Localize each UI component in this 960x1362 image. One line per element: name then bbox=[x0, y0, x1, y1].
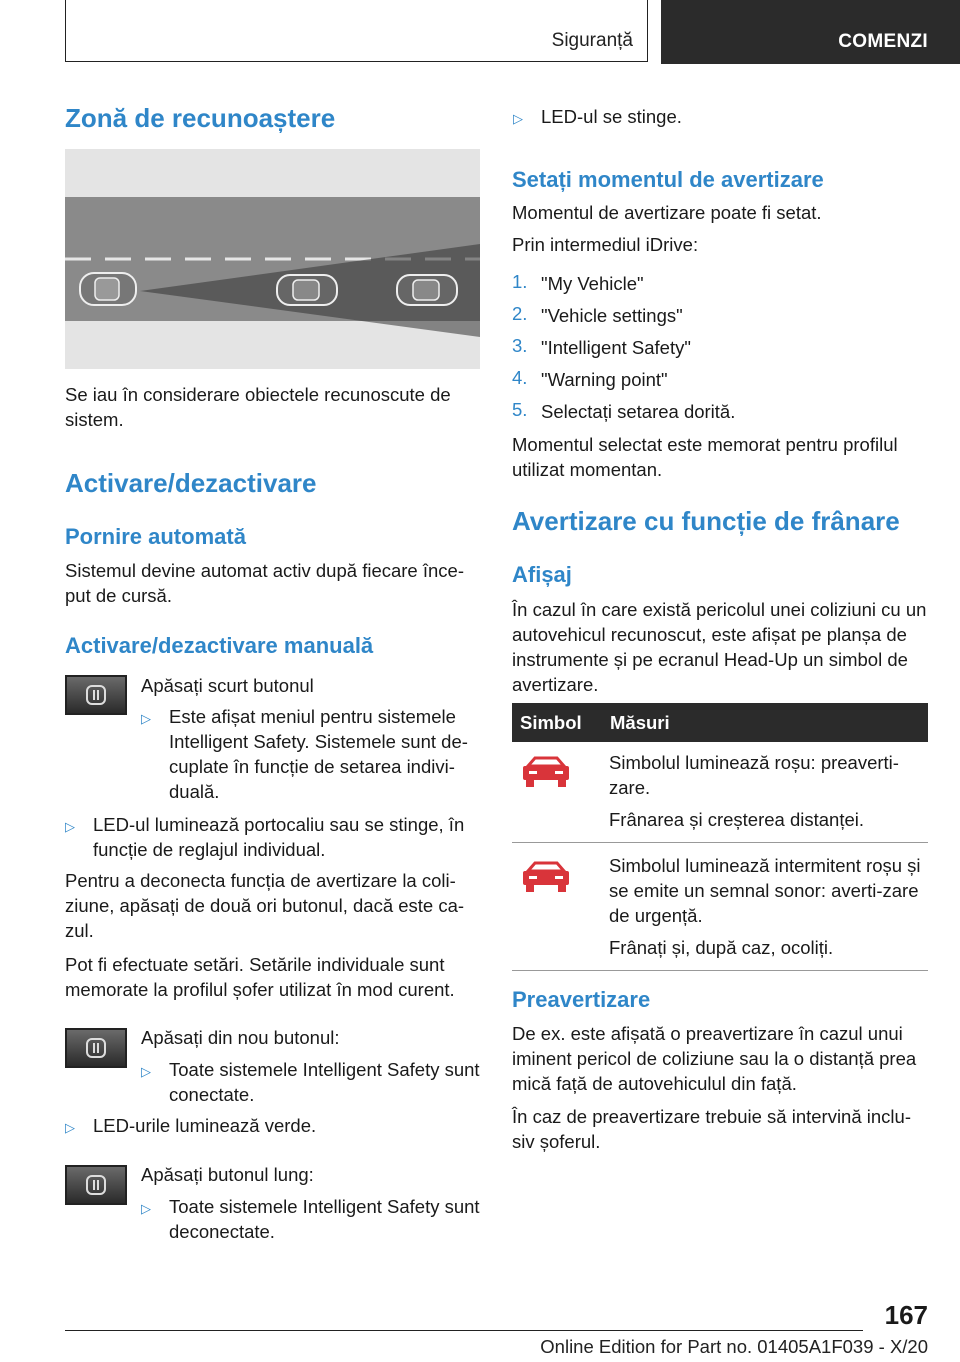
measure-action: Frânarea și creșterea distanței. bbox=[609, 809, 865, 830]
title-manual: Activare/dezactivare manuală bbox=[65, 633, 374, 658]
title-auto-start: Pornire automată bbox=[65, 524, 246, 549]
led-green-text: LED-urile luminează verde. bbox=[93, 1115, 317, 1136]
measure-line: Simbolul luminează roșu: preaverti-zare. bbox=[609, 752, 899, 798]
assist-button-icon bbox=[86, 1038, 106, 1058]
detected-car-icon bbox=[397, 275, 457, 305]
led-orange-text: LED-ul luminează portocaliu sau se stinge, în funcție de reglajul individual. bbox=[93, 814, 465, 860]
header-chapter-title: COMENZI bbox=[838, 31, 928, 52]
assist-button-image bbox=[65, 1028, 127, 1068]
figure-caption: Se iau în considerare obiectele recunoscute de sistem. bbox=[65, 384, 451, 430]
footer-edition: Online Edition for Part no. 01405A1F039 - X/20 bbox=[540, 1336, 928, 1357]
symbol-cell bbox=[512, 742, 609, 843]
col-symbol: Simbol bbox=[520, 711, 582, 733]
step-number: 2. bbox=[512, 303, 528, 324]
triangle-bullet-icon: ▷ bbox=[141, 1201, 151, 1216]
title-warning-time: Setați momentul de avertizare bbox=[512, 167, 824, 192]
triangle-bullet-icon: ▷ bbox=[141, 1064, 151, 1079]
menu-step: "Vehicle settings" bbox=[541, 305, 683, 326]
idrive-text: Prin intermediul iDrive: bbox=[512, 234, 699, 255]
title-activation: Activare/dezactivare bbox=[65, 468, 317, 498]
step3-result: Toate sistemele Intelligent Safety sunt deconectate. bbox=[169, 1196, 480, 1242]
display-text: În cazul în care există pericolul unei coliziuni cu un autovehicul recunoscut, este afișat pe planșa de instrumente și pe ecranul Head-Up un simbol de avertizare. bbox=[512, 599, 927, 695]
step2-result: Toate sistemele Intelligent Safety sunt conectate. bbox=[169, 1059, 480, 1105]
title-prewarning: Preavertizare bbox=[512, 987, 651, 1012]
triangle-bullet-icon: ▷ bbox=[513, 111, 523, 126]
header-section-box bbox=[65, 0, 648, 62]
step1-result: Este afișat meniul pentru sistemele Intelligent Safety. Sistemele sunt de-cuplate în funcție de setarea indivi-duală. bbox=[169, 706, 468, 802]
step3-text: Apăsați butonul lung: bbox=[141, 1164, 314, 1185]
red-car-warning-icon bbox=[520, 752, 572, 790]
header-chapter-box bbox=[661, 0, 960, 64]
saved-profile-text: Momentul selectat este memorat pentru profilul utilizat momentan. bbox=[512, 434, 898, 480]
prewarning-driver-text: În caz de preavertizare trebuie să intervină inclu-siv șoferul. bbox=[512, 1106, 911, 1152]
step2-text: Apăsați din nou butonul: bbox=[141, 1027, 340, 1048]
col-measures: Măsuri bbox=[610, 711, 670, 733]
title-detection-zone: Zonă de recunoaștere bbox=[65, 103, 336, 133]
disconnect-paragraph: Pentru a deconecta funcția de avertizare la coli-ziune, apăsați de două ori butonul, dacă este ca-zul. bbox=[65, 870, 465, 941]
assist-button-icon bbox=[86, 1175, 106, 1195]
prewarning-text: De ex. este afișată o preavertizare în cazul unui iminent pericol de coliziune sau la o distanță prea mică față de autovehiculul din față. bbox=[512, 1023, 917, 1094]
assist-button-image bbox=[65, 1165, 127, 1205]
page-number: 167 bbox=[884, 1300, 928, 1330]
menu-step: "Intelligent Safety" bbox=[541, 337, 691, 358]
step-number: 1. bbox=[512, 271, 528, 292]
step-number: 4. bbox=[512, 367, 528, 388]
header-section-title: Siguranță bbox=[551, 30, 633, 51]
symbol-cell bbox=[512, 843, 609, 971]
auto-start-text: Sistemul devine automat activ după fiecare încе-put de cursă. bbox=[65, 560, 464, 606]
own-car-icon bbox=[80, 273, 136, 305]
led-off-text: LED-ul se stinge. bbox=[541, 106, 682, 127]
table-header-row bbox=[512, 703, 928, 742]
warning-time-text: Momentul de avertizare poate fi setat. bbox=[512, 202, 822, 223]
footer-divider bbox=[65, 1330, 863, 1331]
measures-cell bbox=[609, 843, 928, 971]
detection-zone-figure bbox=[65, 149, 480, 369]
red-car-warning-icon bbox=[520, 857, 572, 895]
title-display: Afișaj bbox=[512, 562, 572, 587]
triangle-bullet-icon: ▷ bbox=[65, 819, 75, 834]
detected-car-icon bbox=[277, 275, 337, 305]
triangle-bullet-icon: ▷ bbox=[65, 1120, 75, 1135]
title-brake-warning: Avertizare cu funcție de frânare bbox=[512, 506, 900, 536]
step1-text: Apăsați scurt butonul bbox=[141, 675, 314, 696]
measures-cell bbox=[609, 742, 928, 843]
assist-button-image bbox=[65, 675, 127, 715]
assist-button-icon bbox=[86, 685, 106, 705]
menu-step: "Warning point" bbox=[541, 369, 668, 390]
menu-step: "My Vehicle" bbox=[541, 273, 644, 294]
step-number: 3. bbox=[512, 335, 528, 356]
measure-action: Frânați și, după caz, ocoliți. bbox=[609, 937, 834, 958]
table-row bbox=[512, 742, 928, 843]
menu-step: Selectați setarea dorită. bbox=[541, 401, 736, 422]
table-row bbox=[512, 843, 928, 971]
measure-line: Simbolul luminează intermitent roșu și se emite un semnal sonor: averti-zare de urgență. bbox=[609, 855, 921, 926]
settings-paragraph: Pot fi efectuate setări. Setările individuale sunt memorate la profilul șofer utilizat în mod curent. bbox=[65, 954, 455, 1000]
symbol-table bbox=[512, 703, 928, 971]
step-number: 5. bbox=[512, 399, 528, 420]
triangle-bullet-icon: ▷ bbox=[141, 711, 151, 726]
